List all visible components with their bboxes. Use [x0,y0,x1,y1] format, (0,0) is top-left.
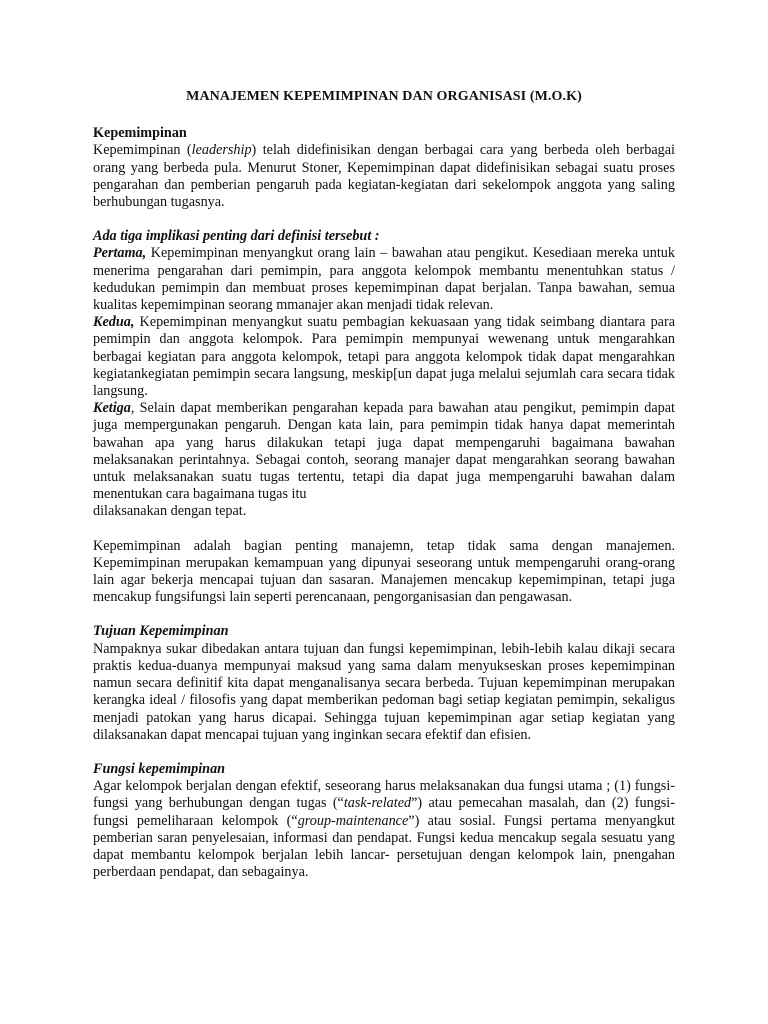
text-run: Kepemimpinan ( [93,142,192,159]
term-task-related: task-related [343,795,412,812]
text-run: ”) atau pemecahan masalah, dan (2) fungsi-fungsi pemeliharaan kelompok (“ [93,795,675,829]
paragraph-pertama [93,245,675,314]
term-leadership: leadership [191,142,252,159]
paragraph-tujuan: Nampaknya sukar dibedakan antara tujuan dan fungsi kepemimpinan, lebih-lebih kalau dikaji secara praktis kedua-duanya mempunyai maksud yang sama dalam menyukseskan proses kepemimpinan namun secara definitif kita dapat menganalisanya secara berbeda. Tujuan kepemimpinan merupakan kerangka ideal / filosofis yang dapat memberikan pedoman bagi setiap kegiatan pemimpin, sekaligus menjadi patokan yang harus dicapai. Sehingga tujuan kepemimpinan agar setiap kegiatan yang dilaksanakan dapat mencapai tujuan yang inginkan secara efektif dan efisien. [93,640,675,743]
term-group-maintenance: group-maintenance [297,812,409,829]
section-heading-kepemimpinan: Kepemimpinan [93,125,187,142]
paragraph-ketiga-tail: dilaksanakan dengan tepat. [93,503,247,520]
paragraph-ketiga [93,400,675,503]
section-heading-fungsi: Fungsi kepemimpinan [93,760,226,777]
section-heading-implikasi: Ada tiga implikasi penting dari definisi tersebut : [93,228,380,245]
paragraph-fungsi [93,778,675,881]
text-run: Kepemimpinan menyangkut suatu pembagian kekuasaan yang tidak seimbang diantara para pemimpin dan anggota kelompok. Para pemimpin mempunyai wewenang untuk mengarahkan berbagai kegiatan para anggota kelompok, tetapi para anggota kelompok tidak dapat mengarahkan kegiatankegiatan pemimpin secara langsung, meskip[un dapat juga melalui sejumlah cara secara tidak langsung. [93,314,675,400]
text-run: Agar kelompok berjalan dengan efektif, seseorang harus melaksanakan dua fungsi utama ; (1) fungsi-fungsi yang berhubungan dengan tugas (“ [93,778,675,812]
label-pertama: Pertama, [93,245,147,262]
text-run: ) telah didefinisikan dengan berbagai cara yang berbeda oleh berbagai orang yang berbeda pula. Menurut Stoner, Kepemimpinan dapat didefinisikan sebagai suatu proses pengarahan dan pemberian pengaruh pada kegiatan-kegiatan dari sekelompok anggota yang saling berhubungan tugasnya. [93,142,675,211]
text-run: Kepemimpinan menyangkut orang lain – bawahan atau pengikut. Kesediaan mereka untuk menerima pengarahan dari pemimpin, para anggota kelompok membantu menentuhkan status / kedudukan pemimpin dan membuat proses kepemimpinan dapat berjalan. Tanpa bawahan, semua kualitas kepemimpinan seorang mmanajer akan menjadi tidak relevan. [93,245,675,314]
section-heading-tujuan: Tujuan Kepemimpinan [93,623,229,640]
label-kedua: Kedua, [93,314,135,331]
paragraph-kedua [93,314,675,400]
paragraph-definisi [93,142,675,211]
text-run: , Selain dapat memberikan pengarahan kepada para bawahan atau pengikut, pemimpin dapat juga mempergunakan pengaruh. Dengan kata lain, para pemimpin tidak hanya dapat memerintah bawahan apa yang harus dilakukan tetapi juga dapat mempengaruhi bagaimana bawahan melaksanakan perintahnya. Sebagai contoh, seorang manajer dapat mengarahkan seorang bawahan untuk melaksanakan suatu tugas tertentu, tetapi dia dapat juga mempengaruhi bawahan dalam menentukan cara bagaimana tugas itu [93,400,675,503]
text-run: ”) atau sosial. Fungsi pertama menyangkut pemberian saran penyelesaian, informasi dan pendapat. Fungsi kedua mencakup segala sesuatu yang dapat membantu kelompok berjalan lebih lancar- persetujuan dengan kelompok lain, pnengahan perberdaan pendapat, dan sebagainya. [93,812,675,881]
document-title: MANAJEMEN KEPEMIMPINAN DAN ORGANISASI (M.O.K) [186,89,582,104]
paragraph-manajemen: Kepemimpinan adalah bagian penting manajemn, tetap tidak sama dengan manajemen. Kepemimpinan merupakan kemampuan yang dipunyai seseorang untuk mempengaruhi orang-orang lain agar bekerja mencapai tujuan dan sasaran. Manajemen mencakup kepemimpinan, tetapi juga mencakup fungsifungsi lain seperti perencanaan, pengorganisasian dan pengawasan. [93,537,675,606]
document-page [93,88,675,881]
label-ketiga: Ketiga [93,400,131,417]
